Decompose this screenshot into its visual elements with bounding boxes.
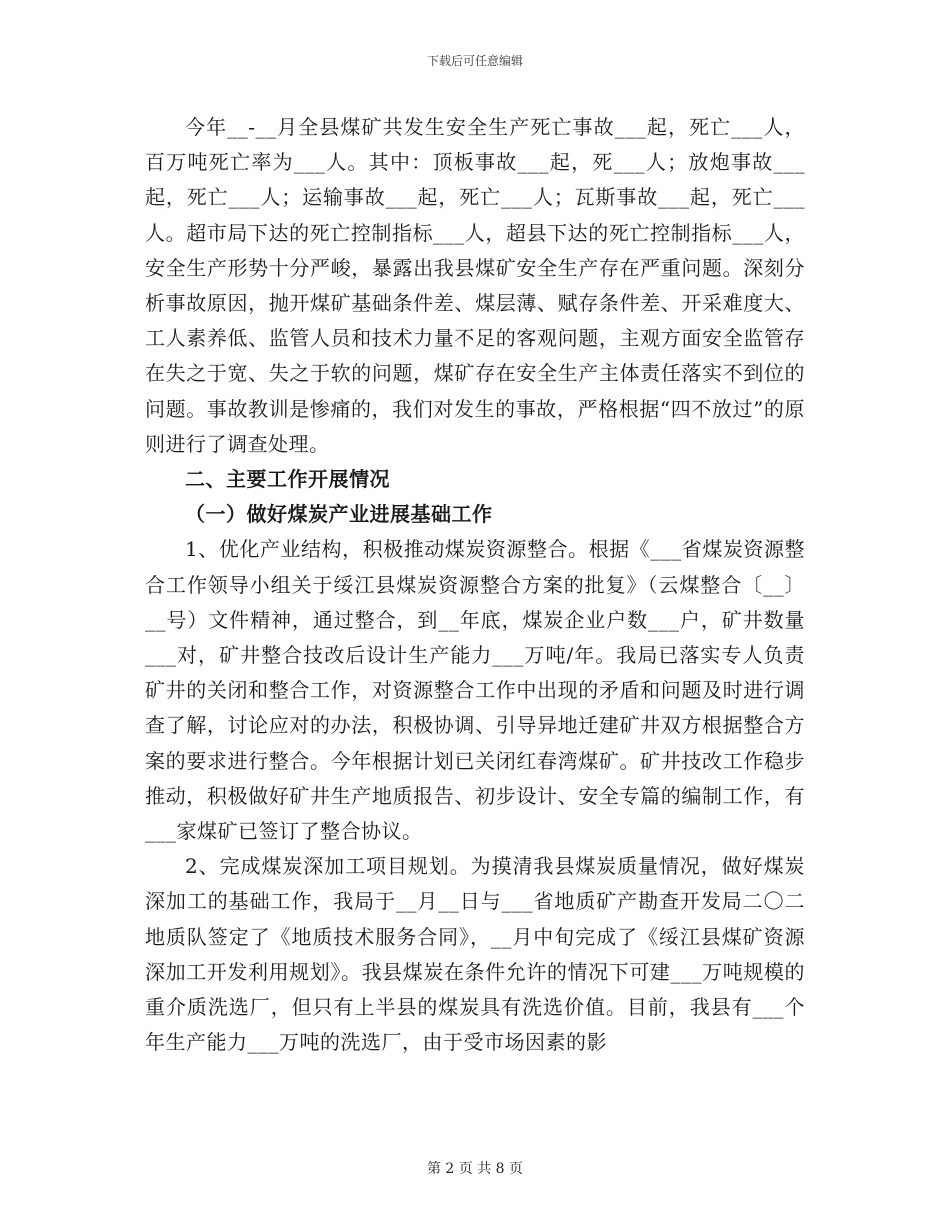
section-heading-main-work: 二、主要工作开展情况 (185, 467, 390, 492)
paragraph-accident-summary: 今年__-__月全县煤矿共发生安全生产死亡事故___起，死亡___人，百万吨死亡率为___人。其中：顶板事故___起，死___人；放炮事故___起，死亡___人；运输事故___起，死亡___人；瓦斯事故___起，死亡___人。超市局下达的死亡控制指标___人，超县下达的死亡控制指标___人，安全生产形势十分严峻，暴露出我县煤矿安全生产存在严重问题。深刻分析事故原因，抛开煤矿基础条件差、煤层薄、赋存条件差、开采难度大、工人素养低、监管人员和技术力量不足的客观问题，主观方面安全监管存在失之于宽、失之于软的问题，煤矿存在安全生产主体责任落实不到位的问题。事故教训是惨痛的，我们对发生的事故，严格根据“四不放过”的原则进行了调查处理。 (145, 115, 805, 456)
paragraph-deep-processing-plan: 2、完成煤炭深加工项目规划。为摸清我县煤炭质量情况，做好煤炭深加工的基础工作，我局于__月__日与___省地质矿产勘查开发局二〇二地质队签定了《地质技术服务合同》，__月中旬完成了《绥江县煤矿资源深加工开发利用规划》。我县煤炭在条件允许的情况下可建___万吨规模的重介质洗选厂，但只有上半县的煤炭具有洗选价值。目前，我县有___个年生产能力___万吨的洗选厂，由于受市场因素的影 (145, 854, 805, 1055)
subsection-heading-coal-industry: （一）做好煤炭产业进展基础工作 (185, 502, 493, 527)
page-header-note: 下载后可任意编辑 (426, 54, 523, 68)
paragraph-industry-structure: 1、优化产业结构，积极推动煤炭资源整合。根据《___省煤炭资源整合工作领导小组关于绥江县煤炭资源整合方案的批复》（云煤整合〔__〕__号）文件精神，通过整合，到__年底，煤炭企业户数___户，矿井数量___对，矿井整合技改后设计生产能力___万吨/年。我局已落实专人负责矿井的关闭和整合工作，对资源整合工作中出现的矛盾和问题及时进行调查了解，讨论应对的办法，积极协调、引导异地迁建矿井双方根据整合方案的要求进行整合。今年根据计划已关闭红春湾煤矿。矿井技改工作稳步推动，积极做好矿井生产地质报告、初步设计、安全专篇的编制工作，有___家煤矿已签订了整合协议。 (145, 537, 805, 844)
page-number-footer: 第 2 页 共 8 页 (426, 1161, 524, 1177)
document-body (145, 110, 805, 1060)
